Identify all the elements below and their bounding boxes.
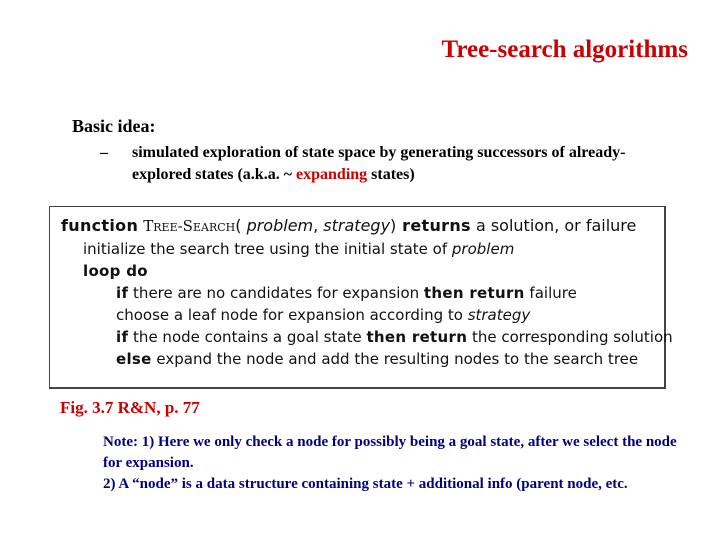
fn-name-dash: -S: [177, 217, 193, 235]
slide-title: Tree-search algorithms: [441, 36, 688, 63]
param-strategy: strategy: [318, 216, 391, 235]
choose-text: choose a leaf node for expansion according to: [116, 306, 468, 324]
no-candidates-text: there are no candidates for expansion: [128, 284, 424, 302]
fn-name-small1: REE: [153, 221, 178, 234]
figure-caption: Fig. 3.7 R&N, p. 77: [60, 398, 200, 417]
initialize-text: initialize the search tree using the initial state of: [83, 240, 452, 258]
bullet-text-part2: states): [367, 166, 415, 183]
kw-if: if: [116, 284, 129, 302]
function-name: [143, 217, 235, 235]
fn-name-first: T: [143, 217, 154, 235]
bullet-text-part1: simulated exploration of state space by generating successors of already-explored states (a.k.a. ~: [132, 144, 626, 183]
basic-idea-heading: Basic idea:: [72, 116, 156, 136]
note-line-2: 2) A “node” is a data structure containing state + additional info (parent node, etc.: [103, 476, 628, 492]
expand-text: expand the node and add the resulting nodes to the search tree: [151, 350, 639, 368]
kw-if-goal: if: [116, 328, 129, 346]
bullet-highlight: expanding: [296, 166, 368, 183]
kw-function: function: [61, 216, 139, 235]
choose-param: strategy: [467, 306, 531, 324]
failure-text: failure: [524, 284, 577, 302]
algorithm-pseudocode-box: [49, 206, 673, 389]
algo-line-choose-leaf: [116, 306, 530, 324]
algo-line-function-signature: [61, 216, 636, 235]
kw-then-return-goal: then return: [366, 328, 468, 346]
kw-else: else: [116, 350, 152, 368]
algo-line-else-expand: [116, 350, 638, 368]
bullet-text: [132, 142, 660, 186]
bullet-dash: –: [100, 144, 108, 161]
paren-close: ): [390, 216, 397, 235]
param-comma: ,: [313, 216, 319, 235]
initialize-param: problem: [451, 240, 515, 258]
goal-text: the node contains a goal state: [128, 328, 367, 346]
note-line-1: Note: 1) Here we only check a node for possibly being a goal state, after we select the node for expansion.: [103, 434, 677, 471]
kw-loop-do: loop do: [83, 262, 148, 280]
kw-then-return: then return: [423, 284, 525, 302]
note-block: [103, 432, 693, 495]
solution-text: the corresponding solution: [467, 328, 673, 346]
fn-name-small2: EARCH: [192, 221, 236, 234]
paren-open: (: [235, 216, 242, 235]
algo-line-initialize: [83, 240, 514, 258]
returns-text: a solution, or failure: [470, 216, 637, 235]
algo-line-loop: [83, 262, 148, 280]
algo-line-if-no-candidates: [116, 284, 577, 302]
algo-line-if-goal: [116, 328, 673, 346]
kw-returns: returns: [396, 216, 471, 235]
basic-idea-bullet: [100, 142, 660, 186]
param-problem: problem: [241, 216, 314, 235]
